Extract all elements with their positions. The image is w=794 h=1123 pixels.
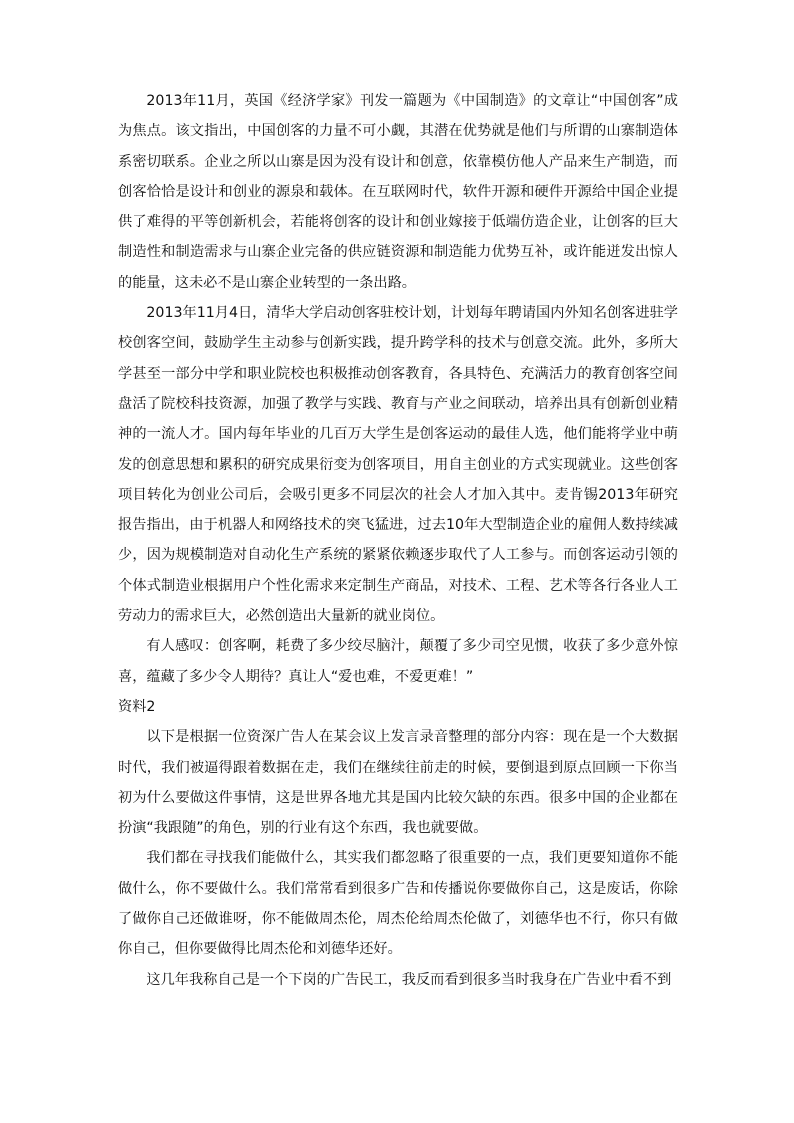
paragraph-ad-worker: 这几年我称自己是一个下岗的广告民工，我反而看到很多当时我身在广告业中看不到 (146, 971, 672, 988)
section-heading: 资料2 (118, 698, 156, 715)
paragraph-maker-sigh: 有人感叹：创客啊，耗费了多少绞尽脑汁，颠覆了多少司空见惯，收获了多少意外惊喜，蕴藏了多少令人期待？真让人“爱也难，不爱更难！” (118, 638, 678, 685)
paragraph-china-makers: 2013年11月，英国《经济学家》刊发一篇题为《中国制造》的文章让“中国创客”成为焦点。该文指出，中国创客的力量不可小觑，其潜在优势就是他们与所谓的山寨制造体系密切联系。企业之所以山寨是因为没有设计和创意，依靠模仿他人产品来生产制造，而创客恰恰是设计和创业的源泉和载体。在互联网时代，软件开源和硬件开源给中国企业提供了难得的平等创新机会，若能将创客的设计和创业嫁接于低端仿造企业，让创客的巨大制造性和制造需求与山寨企业完备的供应链资源和制造能力优势互补，或许能迸发出惊人的能量，这未必不是山寨企业转型的一条出路。 (118, 93, 678, 291)
paragraph-be-yourself: 我们都在寻找我们能做什么，其实我们都忽略了很重要的一点，我们更要知道你不能做什么，你不要做什么。我们常常看到很多广告和传播说你要做你自己，这是废话，你除了做你自己还做谁呀，你不能做周杰伦，周杰伦给周杰伦做了，刘德华也不行，你只有做你自己，但你要做得比周杰伦和刘德华还好。 (118, 850, 678, 958)
paragraph-big-data-era: 以下是根据一位资深广告人在某会议上发言录音整理的部分内容：现在是一个大数据时代，我们被逼得跟着数据在走，我们在继续往前走的时候，要倒退到原点回顾一下你当初为什么要做这件事情，这是世界各地尤其是国内比较欠缺的东西。很多中国的企业都在扮演“我跟随”的角色，别的行业有这个东西，我也就要做。 (118, 729, 678, 837)
document-page (118, 86, 678, 995)
paragraph-tsinghua-maker-program: 2013年11月4日，清华大学启动创客驻校计划，计划每年聘请国内外知名创客进驻学校创客空间，鼓励学生主动参与创新实践，提升跨学科的技术与创意交流。此外，多所大学甚至一部分中学和职业院校也积极推动创客教育，各具特色、充满活力的教育创客空间盘活了院校科技资源，加强了教学与实践、教育与产业之间联动，培养出具有创新创业精神的一流人才。国内每年毕业的几百万大学生是创客运动的最佳人选，他们能将学业中萌发的创意思想和累积的研究成果衍变为创客项目，用自主创业的方式实现就业。这些创客项目转化为创业公司后，会吸引更多不同层次的社会人才加入其中。麦肯锡2013年研究报告指出，由于机器人和网络技术的突飞猛进，过去10年大型制造企业的雇佣人数持续减少，因为规模制造对自动化生产系统的紧紧依赖逐步取代了人工参与。而创客运动引领的个体式制造业根据用户个性化需求来定制生产商品，对技术、工程、艺术等各行各业人工劳动力的需求巨大，必然创造出大量新的就业岗位。 (118, 305, 678, 625)
